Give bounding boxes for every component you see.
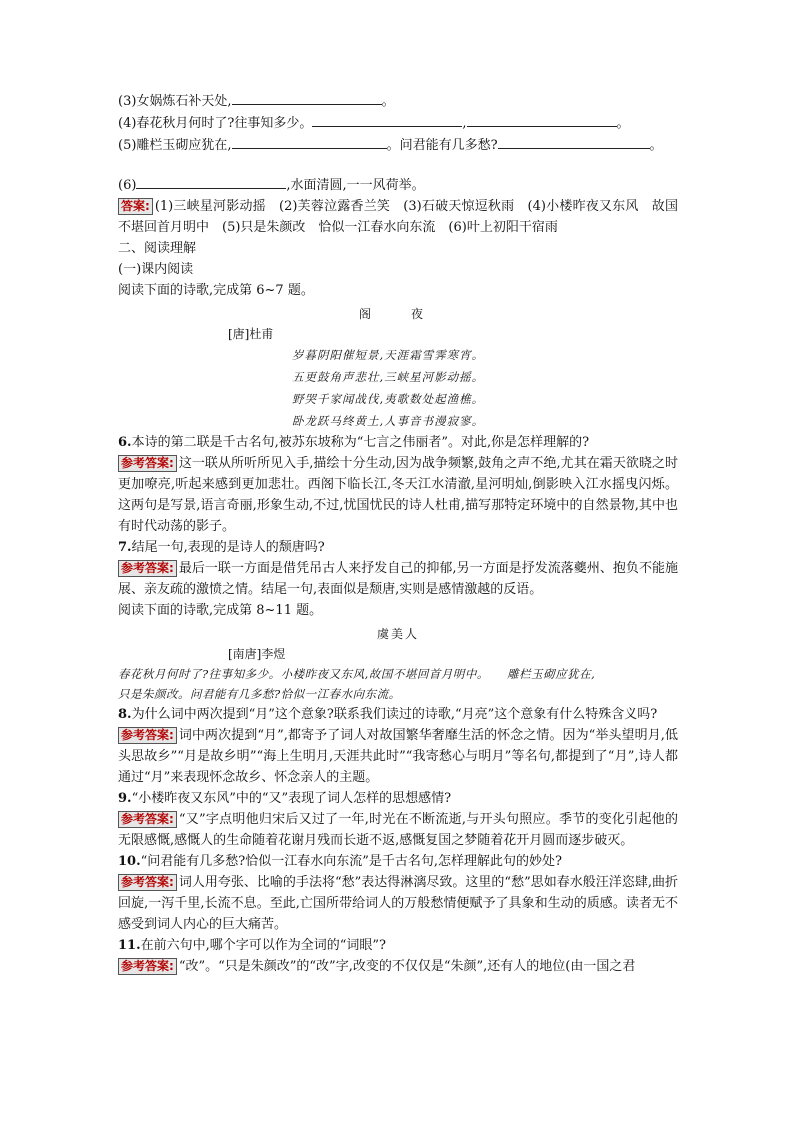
fill-item-text: 。 <box>381 94 395 109</box>
fill-item-text: 。问君能有几多愁? <box>386 138 498 153</box>
question-10 <box>118 851 678 872</box>
question-number: 6. <box>118 435 132 450</box>
fill-item-text: (3)女娲炼石补天处, <box>118 94 232 109</box>
question-number: 8. <box>118 707 132 722</box>
answer-badge: 参考答案: <box>118 874 177 891</box>
fill-item-text: (6) <box>118 178 137 193</box>
reading-instruction: 阅读下面的诗歌,完成第 8~11 题。 <box>118 603 323 618</box>
answer-badge: 答案: <box>118 198 153 215</box>
question-7 <box>118 537 678 558</box>
question-number: 11. <box>118 938 141 953</box>
question-number: 7. <box>118 540 132 555</box>
answer-text: 词人用夸张、比喻的手法将“愁”表达得淋漓尽致。这里的“愁”思如春水般汪洋恣肆,曲折回旋,一泻千里,长流不息。至此,亡国所带给词人的万般愁情便赋予了具象和生动的质感。读者无不感受到词人内心的巨大痛苦。 <box>118 875 678 932</box>
question-6 <box>118 432 678 453</box>
fill-item-text: (5)雕栏玉砌应犹在, <box>118 138 232 153</box>
answer-text: 词中两次提到“月”,都寄予了词人对故国繁华奢靡生活的怀念之情。因为“举头望明月,低头思故乡”“月是故乡明”“海上生明月,天涯共此时”“我寄愁心与明月”等名句,都提到了“月”,诗人都通过“月”来表现怀念故乡、怀念亲人的主题。 <box>118 728 678 785</box>
fill-item-text: 。 <box>649 138 663 153</box>
answer-10 <box>118 872 678 935</box>
fill-answer <box>118 196 678 238</box>
fill-item-4 <box>118 112 678 134</box>
answer-text: “改”。“只是朱颜改”的“改”字,改变的不仅仅是“朱颜”,还有人的地位(由一国之君 <box>178 959 636 974</box>
answer-text: 这一联从所听所见入手,描绘十分生动,因为战争频繁,鼓角之声不绝,尤其在霜天欲晓之时更加嘹亮,听起来感到更加悲壮。西阁下临长江,冬天江水清澈,星河明灿,倒影映入江水摇曳闪烁。这两句是写景,语言奇丽,形象生动,不过,忧国忧民的诗人杜甫,描写那特定环境中的自然景物,其中也有时代动荡的影子。 <box>118 456 678 534</box>
reading-instruction: 阅读下面的诗歌,完成第 6~7 题。 <box>118 283 314 298</box>
poem-title: 阁 夜 <box>358 307 437 321</box>
answer-text: 最后一联一方面是借凭吊古人来抒发自己的抑郁,另一方面是抒发流落夔州、抱负不能施展、亲友疏的激愤之情。结尾一句,表面似是颓唐,实则是感情激越的反语。 <box>118 561 678 597</box>
answer-blank[interactable] <box>312 112 462 127</box>
answer-badge: 参考答案: <box>118 560 177 577</box>
poem-line: 春花秋月何时了?往事知多少。小楼昨夜又东风,故国不堪回首月明中。 雕栏玉砌应犹在, <box>118 667 596 681</box>
question-9 <box>118 788 678 809</box>
answer-badge: 参考答案: <box>118 958 177 975</box>
document-page <box>118 90 678 977</box>
section-heading: 二、阅读理解 <box>118 241 197 256</box>
question-text: 本诗的第二联是千古名句,被苏东坡称为“七言之伟丽者”。对此,你是怎样理解的? <box>131 435 590 450</box>
question-text: 在前六句中,哪个字可以作为全词的“词眼”? <box>140 938 387 953</box>
question-text: 结尾一句,表现的是诗人的颓唐吗? <box>131 540 325 555</box>
answer-blank[interactable] <box>136 174 286 189</box>
answer-6 <box>118 453 678 537</box>
answer-text: (1)三峡星河影动摇 (2)芙蓉泣露香兰笑 (3)石破天惊逗秋雨 (4)小楼昨夜又东风 故国不堪回首月明中 (5)只是朱颜改 恰似一江春水向东流 (6)叶上初阳干宿雨 <box>118 199 678 235</box>
poem-author: [唐]杜甫 <box>228 327 274 341</box>
poem-line: 只是朱颜改。问君能有几多愁?恰似一江春水向东流。 <box>118 687 401 701</box>
answer-11 <box>118 956 678 977</box>
poem-line: 岁暮阴阳催短景,天涯霜雪霁寒宵。 <box>292 348 485 362</box>
poem-author: [南唐]李煜 <box>228 647 286 661</box>
answer-badge: 参考答案: <box>118 455 177 472</box>
answer-9 <box>118 809 678 851</box>
answer-text: “又”字点明他归宋后又过了一年,时光在不断流逝,与开头句照应。季节的变化引起他的无限感慨,感慨人的生命随着花谢月残而长逝不返,感慨复国之梦随着花开月圆而逐步破灭。 <box>118 812 678 848</box>
answer-blank[interactable] <box>467 112 617 127</box>
question-number: 9. <box>118 791 132 806</box>
answer-badge: 参考答案: <box>118 811 177 828</box>
answer-8 <box>118 725 678 788</box>
answer-blank[interactable] <box>232 90 382 105</box>
question-number: 10. <box>118 854 141 869</box>
fill-item-6 <box>118 174 678 196</box>
fill-item-5 <box>118 134 678 156</box>
poem-line: 五更鼓角声悲壮,三峡星河影动摇。 <box>292 370 485 384</box>
answer-blank[interactable] <box>498 134 650 149</box>
question-11 <box>118 935 678 956</box>
fill-item-3 <box>118 90 678 112</box>
fill-item-text: ,水面清圆,一一风荷举。 <box>286 178 425 193</box>
answer-blank[interactable] <box>232 134 387 149</box>
fill-item-text: 。 <box>616 116 630 131</box>
question-8 <box>118 704 678 725</box>
answer-badge: 参考答案: <box>118 727 177 744</box>
question-text: 为什么词中两次提到“月”这个意象?联系我们读过的诗歌,“月亮”这个意象有什么特殊含义吗? <box>131 707 658 722</box>
poem-line: 野哭千家闻战伐,夷歌数处起渔樵。 <box>292 392 485 406</box>
poem-title: 虞美人 <box>376 627 419 641</box>
subsection-heading: (一)课内阅读 <box>118 262 194 277</box>
poem-line: 卧龙跃马终黄土,人事音书漫寂寥。 <box>292 414 485 428</box>
fill-item-text: (4)春花秋月何时了?往事知多少。 <box>118 116 313 131</box>
question-text: “小楼昨夜又东风”中的“又”表现了词人怎样的思想感情? <box>131 791 452 806</box>
fill-item-text: , <box>462 116 467 131</box>
answer-7 <box>118 558 678 600</box>
question-text: “问君能有几多愁?恰似一江春水向东流”是千古名句,怎样理解此句的妙处? <box>140 854 562 869</box>
